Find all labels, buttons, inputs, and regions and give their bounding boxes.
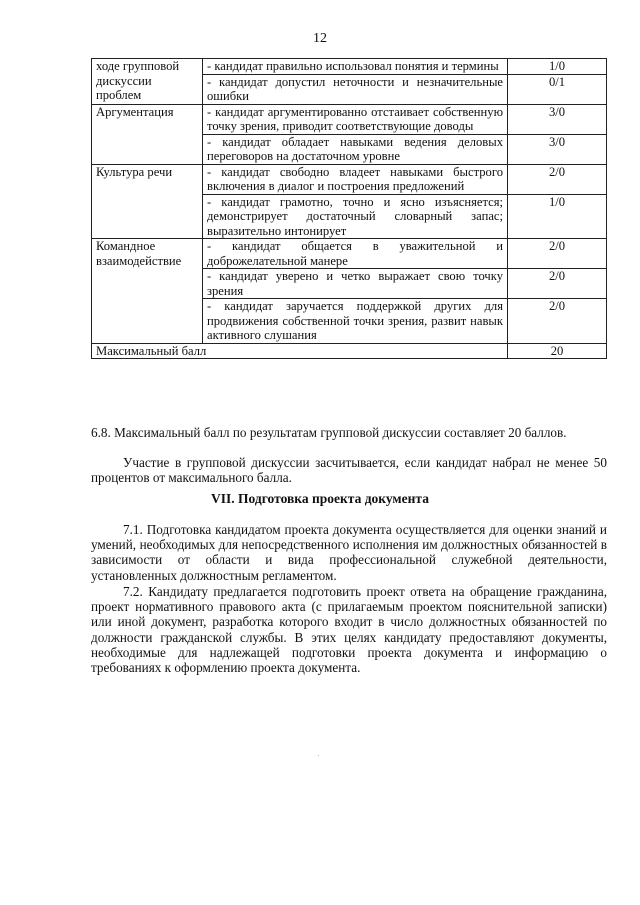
criterion-score: 0/1	[508, 74, 607, 104]
criterion-category: Культура речи	[92, 164, 203, 239]
criterion-description: - кандидат заручается поддержкой других для продвижения собственной точки зрения, развит навык активного слушания	[203, 299, 508, 344]
criterion-score: 1/0	[508, 59, 607, 75]
criterion-category: ходе групповой дискуссии проблем	[92, 59, 203, 105]
criteria-row	[92, 164, 607, 194]
page-number: 12	[313, 31, 327, 46]
paragraph-participation: Участие в групповой дискуссии засчитывается, если кандидат набрал не менее 50 процентов от максимального балла.	[91, 455, 607, 486]
paragraph-7-1: 7.1. Подготовка кандидатом проекта документа осуществляется для оценки знаний и умений, необходимых для непосредственного исполнения им должностных обязанностей в зависимости от области и вида профессиональной служебной деятельности, установленных должностным регламентом.	[91, 522, 607, 583]
criteria-table-body	[92, 59, 607, 359]
paragraph-7-2: 7.2. Кандидату предлагается подготовить проект ответа на обращение гражданина, проект нормативного правового акта (с прилагаемым проектом пояснительной записки) или иной документ, разработка которого входит в число должностных обязанностей по должности гражданской службы. В этих целях кандидату предоставляют документы, необходимые для надлежащей подготовки проекта документа и информацию о требованиях к оформлению проекта документа.	[91, 584, 607, 676]
criterion-description: - кандидат общается в уважительной и доброжелательной манере	[203, 239, 508, 269]
section-title: VII. Подготовка проекта документа	[211, 491, 429, 506]
criteria-table	[91, 58, 607, 359]
criterion-description: - кандидат аргументированно отстаивает собственную точку зрения, приводит соответствующие доводы	[203, 104, 508, 134]
criteria-row	[92, 239, 607, 269]
criterion-description: - кандидат свободно владеет навыками быстрого включения в диалог и построения предложений	[203, 164, 508, 194]
criteria-row	[92, 104, 607, 134]
scan-speck	[318, 755, 319, 756]
criterion-score: 2/0	[508, 269, 607, 299]
criterion-score: 2/0	[508, 299, 607, 344]
criterion-score: 2/0	[508, 239, 607, 269]
total-row	[92, 343, 607, 359]
criterion-description: - кандидат допустил неточности и незначительные ошибки	[203, 74, 508, 104]
criterion-score: 2/0	[508, 164, 607, 194]
criterion-description: - кандидат правильно использовал понятия и термины	[203, 59, 508, 75]
criterion-score: 1/0	[508, 194, 607, 239]
criteria-row	[92, 59, 607, 75]
total-label: Максимальный балл	[92, 343, 508, 359]
criterion-description: - кандидат уверено и четко выражает свою точку зрения	[203, 269, 508, 299]
criterion-score: 3/0	[508, 134, 607, 164]
paragraph-6-8: 6.8. Максимальный балл по результатам групповой дискуссии составляет 20 баллов.	[91, 425, 567, 440]
criterion-category: Аргументация	[92, 104, 203, 164]
criterion-description: - кандидат грамотно, точно и ясно изъясняется; демонстрирует достаточный словарный запас; выразительно интонирует	[203, 194, 508, 239]
criterion-description: - кандидат обладает навыками ведения деловых переговоров на достаточном уровне	[203, 134, 508, 164]
criterion-score: 3/0	[508, 104, 607, 134]
total-score: 20	[508, 343, 607, 359]
criterion-category: Командное взаимодействие	[92, 239, 203, 344]
